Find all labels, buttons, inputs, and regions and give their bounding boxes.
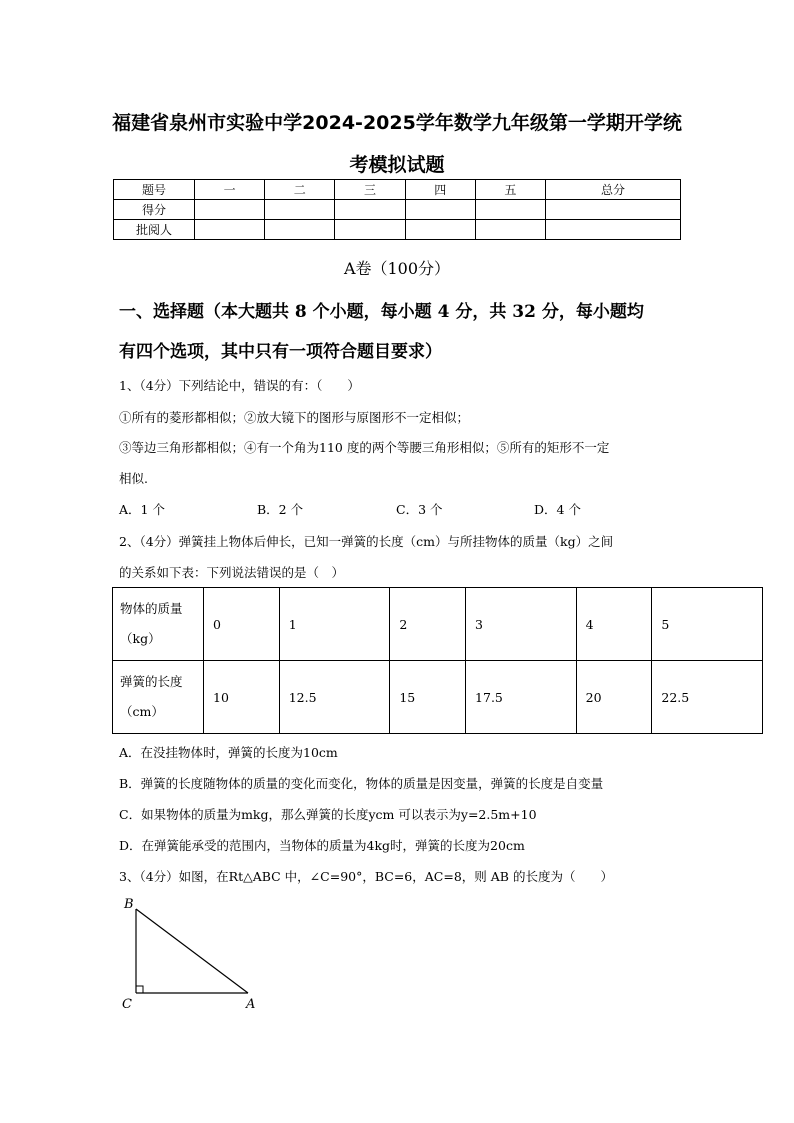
q3-stem: 3、（4分）如图，在Rt△ABC 中，∠C=90°，BC=6，AC=8，则 AB 的长度为（ ） [119, 869, 613, 884]
length-cell: 10 [204, 661, 280, 734]
mass-label: 物体的质量 [120, 601, 183, 616]
score-header-cell: 总分 [546, 180, 681, 200]
vertex-label-a: A [246, 997, 256, 1012]
mass-cell: 1 [279, 588, 390, 661]
score-header-cell: 四 [405, 180, 475, 200]
score-table-row [114, 220, 681, 240]
q2-option-d: D．在弹簧能承受的范围内，当物体的质量为4kg时，弹簧的长度为20cm [119, 838, 525, 853]
spring-data-table [112, 587, 763, 734]
length-row [113, 661, 763, 734]
vertex-label-c: C [122, 997, 132, 1012]
length-cell: 15 [390, 661, 466, 734]
length-cell: 22.5 [652, 661, 763, 734]
score-cell [265, 220, 335, 240]
score-cell [335, 200, 405, 220]
length-cell: 20 [576, 661, 652, 734]
q1-statement-line: ③等边三角形都相似；④有一个角为110 度的两个等腰三角形相似；⑤所有的矩形不一定 [119, 440, 610, 455]
mass-unit: （kg） [120, 631, 161, 646]
score-header-cell: 一 [195, 180, 265, 200]
mass-row-header [113, 588, 204, 661]
score-header-cell: 三 [335, 180, 405, 200]
exam-title-line-2: 考模拟试题 [349, 154, 445, 176]
section-heading-line-2: 有四个选项，其中只有一项符合题目要求） [119, 342, 442, 362]
side-ab [136, 909, 248, 993]
vertex-label-b: B [124, 897, 134, 912]
score-table-row [114, 200, 681, 220]
score-header-cell: 二 [265, 180, 335, 200]
mass-cell: 5 [652, 588, 763, 661]
score-cell [195, 200, 265, 220]
score-cell [405, 200, 475, 220]
q1-statement-line: ①所有的菱形都相似；②放大镜下的图形与原图形不一定相似； [119, 410, 470, 425]
right-angle-mark [136, 986, 143, 993]
length-cell: 12.5 [279, 661, 390, 734]
length-unit: （cm） [120, 704, 164, 719]
q1-option-d: D．4 个 [534, 502, 581, 517]
paper-section-label: A卷（100分） [343, 259, 451, 278]
score-table-header-row [114, 180, 681, 200]
score-cell [475, 200, 545, 220]
score-cell [546, 220, 681, 240]
score-header-cell: 五 [475, 180, 545, 200]
exam-title-line-1: 福建省泉州市实验中学2024-2025学年数学九年级第一学期开学统 [112, 112, 682, 134]
mass-cell: 3 [466, 588, 577, 661]
q2-option-a: A．在没挂物体时，弹簧的长度为10cm [119, 745, 338, 760]
section-heading-line-1: 一、选择题（本大题共 8 个小题，每小题 4 分，共 32 分，每小题均 [119, 302, 644, 322]
q1-option-b: B．2 个 [257, 502, 304, 517]
mass-cell: 0 [204, 588, 280, 661]
q2-option-c: C．如果物体的质量为mkg，那么弹簧的长度ycm 可以表示为y=2.5m+10 [119, 807, 537, 822]
q2-stem-line-1: 2、（4分）弹簧挂上物体后伸长，已知一弹簧的长度（cm）与所挂物体的质量（kg）之间 [119, 534, 614, 549]
length-cell: 17.5 [466, 661, 577, 734]
q2-option-b: B．弹簧的长度随物体的质量的变化而变化，物体的质量是因变量，弹簧的长度是自变量 [119, 776, 604, 791]
right-triangle-figure [118, 892, 268, 1017]
score-cell [265, 200, 335, 220]
q2-stem-line-2: 的关系如下表：下列说法错误的是（ ） [119, 565, 345, 580]
score-cell [195, 220, 265, 240]
length-label: 弹簧的长度 [120, 674, 183, 689]
q1-option-c: C．3 个 [396, 502, 443, 517]
mass-cell: 2 [390, 588, 466, 661]
q1-stem: 1、（4分）下列结论中，错误的有：（ ） [119, 378, 360, 393]
q1-option-a: A．1 个 [119, 502, 165, 517]
length-row-header [113, 661, 204, 734]
score-cell [546, 200, 681, 220]
score-cell [475, 220, 545, 240]
score-header-cell: 题号 [114, 180, 195, 200]
mass-cell: 4 [576, 588, 652, 661]
score-row-label: 批阅人 [114, 220, 195, 240]
score-cell [405, 220, 475, 240]
score-cell [335, 220, 405, 240]
score-row-label: 得分 [114, 200, 195, 220]
score-table [113, 179, 681, 240]
mass-row [113, 588, 763, 661]
q1-statement-line: 相似. [119, 471, 148, 486]
